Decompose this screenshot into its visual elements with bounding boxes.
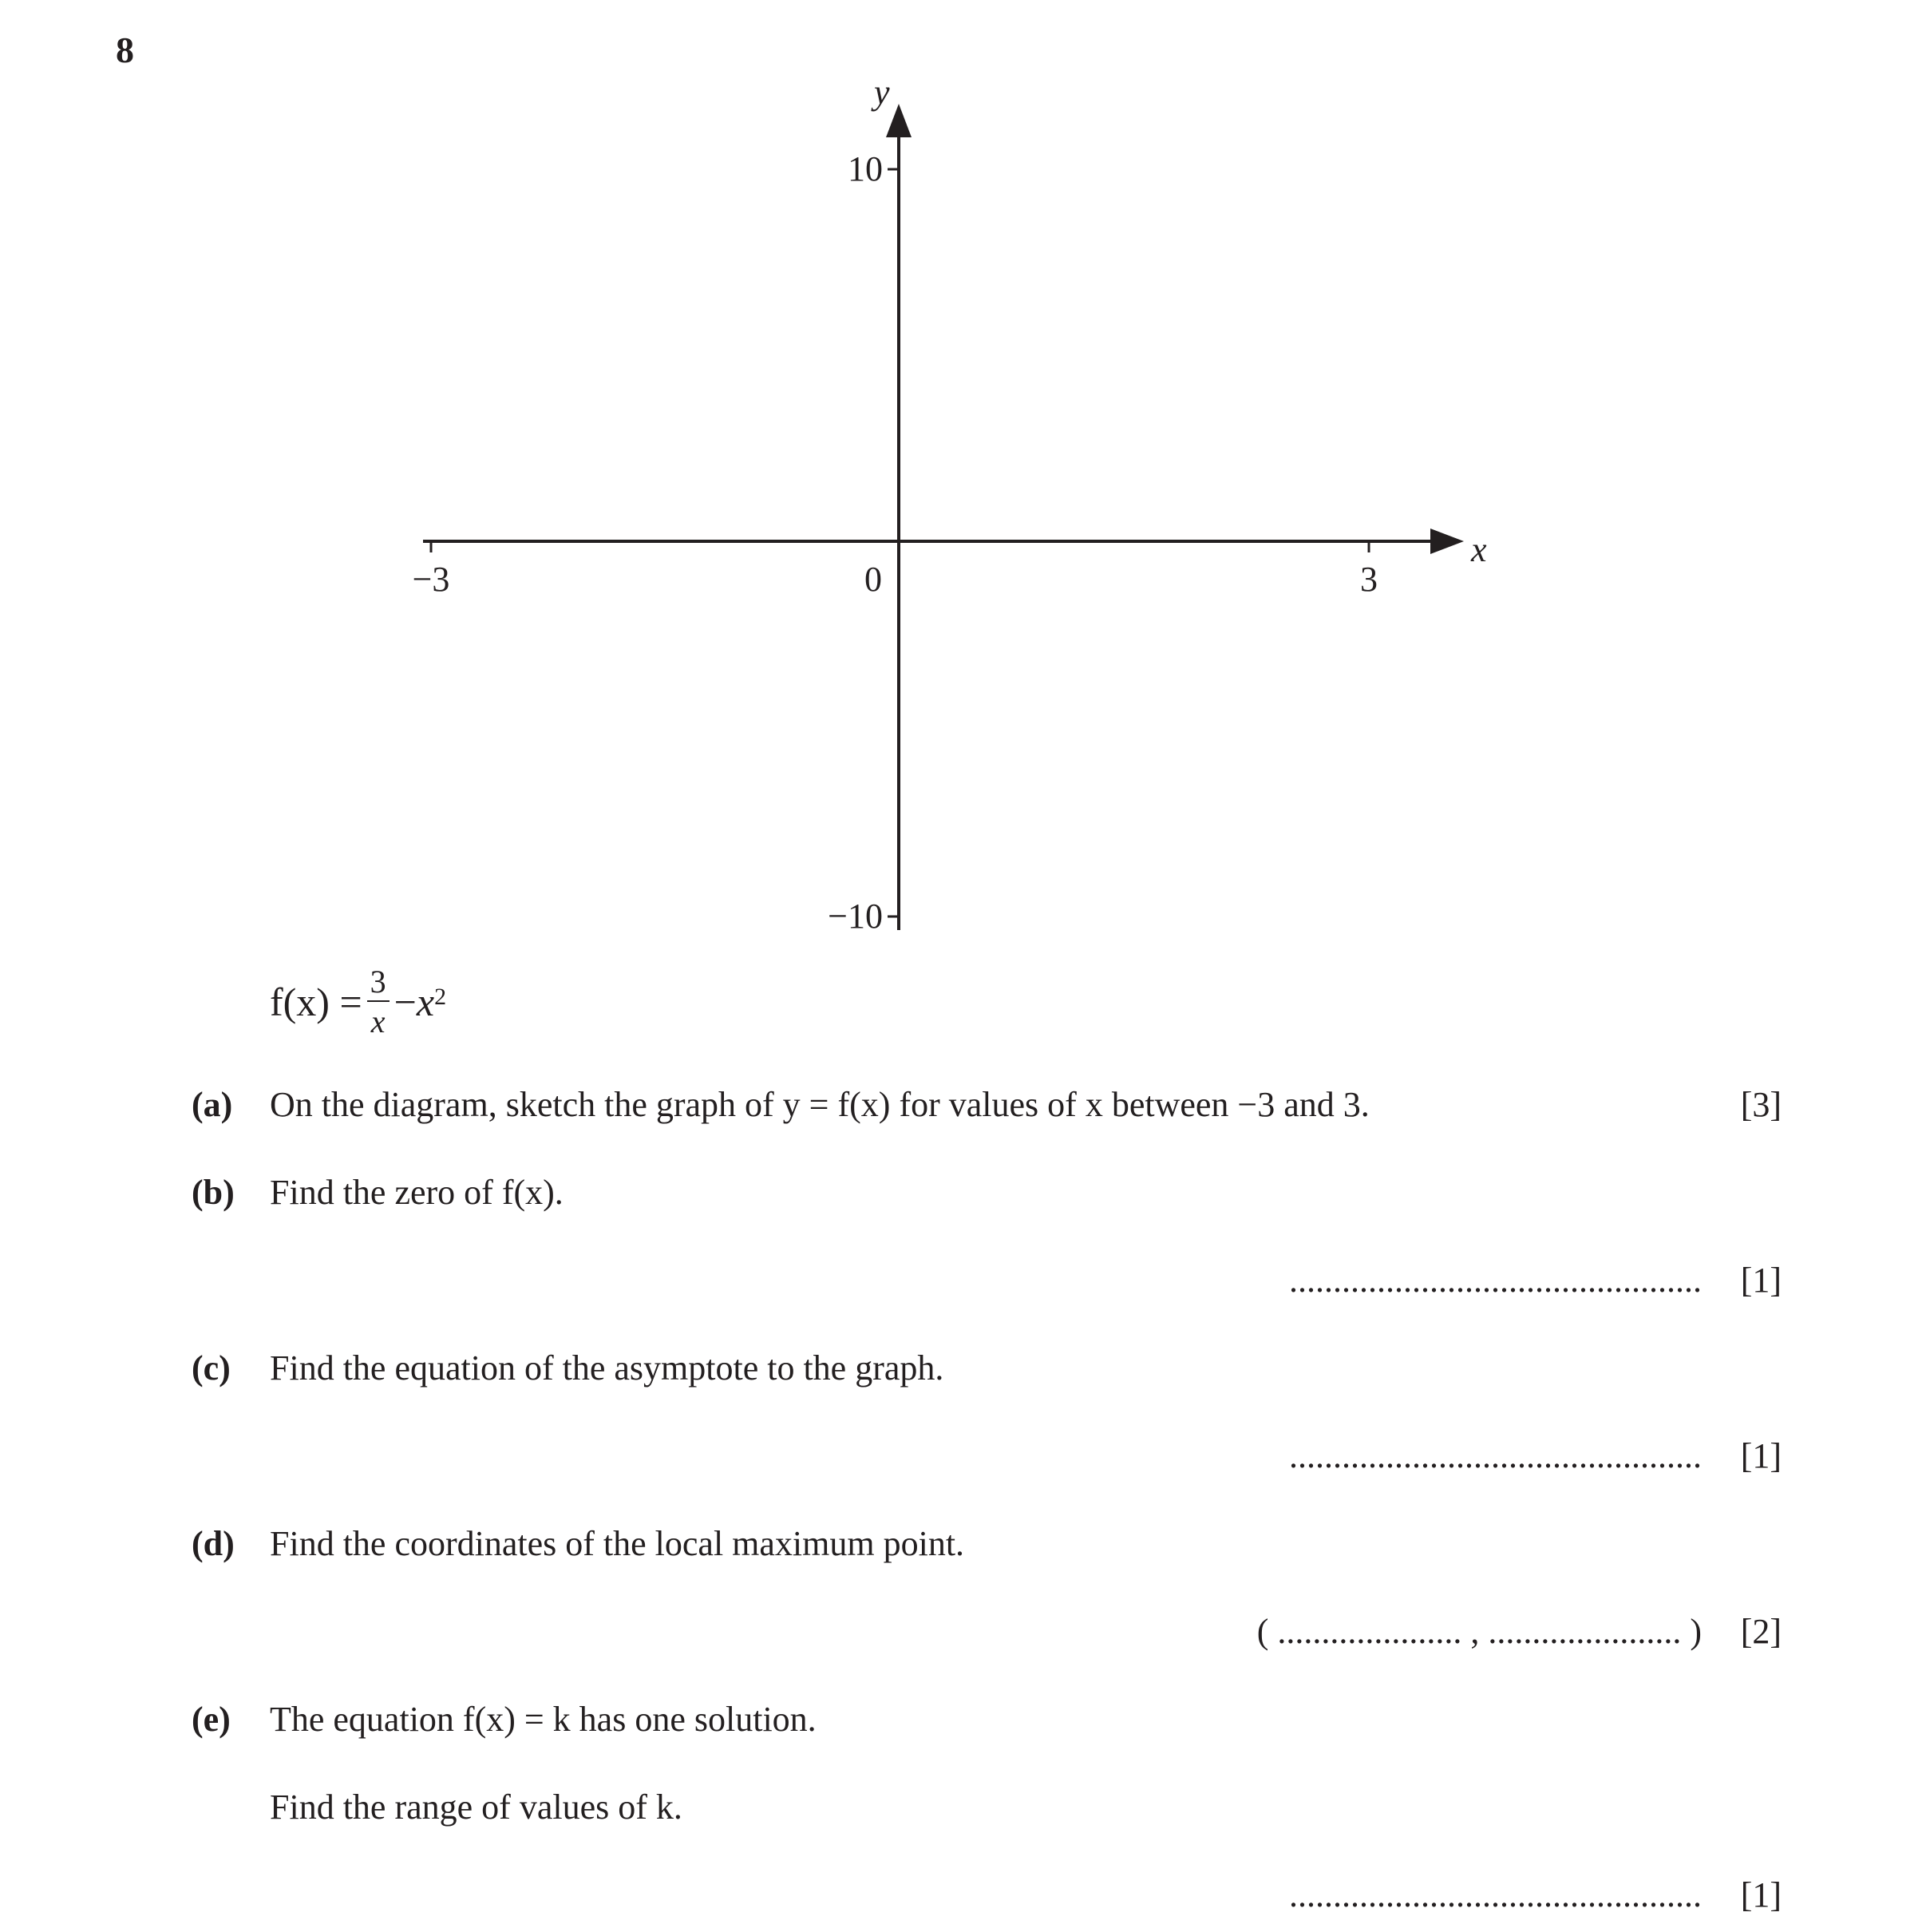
part-c-label: (c): [192, 1348, 231, 1388]
part-e-label: (e): [192, 1700, 231, 1739]
part-a-label: (a): [192, 1085, 233, 1124]
fraction-denominator: x: [370, 1004, 386, 1039]
question-number: 8: [116, 30, 134, 70]
fraction-numerator: 3: [367, 966, 390, 1002]
function-minus: −: [394, 980, 417, 1024]
fraction: [367, 966, 390, 1038]
function-exponent: 2: [434, 984, 447, 1010]
part-d-mark: [2]: [1740, 1612, 1782, 1651]
axes-diagram: [0, 0, 1930, 958]
y-top-tick-label: 10: [848, 149, 883, 188]
y-axis-label: y: [874, 73, 890, 112]
x-axis-label: x: [1471, 530, 1487, 569]
part-d-answer-line[interactable]: ( ..................... , ...................... ): [1256, 1612, 1702, 1651]
part-d-text: Find the coordinates of the local maximum point.: [270, 1524, 965, 1563]
part-e-text: The equation f(x) = k has one solution.: [270, 1700, 817, 1739]
part-b-label: (b): [192, 1173, 235, 1212]
origin-label: 0: [864, 560, 882, 599]
part-e-answer-line[interactable]: ...............................................: [1289, 1875, 1702, 1914]
function-var: x: [416, 980, 435, 1024]
y-bottom-tick-label: −10: [828, 897, 883, 936]
part-e-text-2: Find the range of values of k.: [270, 1787, 682, 1827]
part-e-mark: [1]: [1740, 1875, 1782, 1914]
x-left-tick-label: −3: [412, 560, 450, 599]
part-c-answer-line[interactable]: ...............................................: [1289, 1436, 1702, 1475]
y-axis-arrow: [886, 104, 912, 137]
part-a-text: On the diagram, sketch the graph of y = f(x) for values of x between −3 and 3.: [270, 1085, 1370, 1124]
function-lhs: f(x) =: [270, 980, 362, 1024]
part-c-mark: [1]: [1740, 1436, 1782, 1475]
part-a-mark: [3]: [1740, 1085, 1782, 1124]
function-definition: [270, 966, 446, 1038]
part-b-mark: [1]: [1740, 1261, 1782, 1300]
part-b-answer-line[interactable]: ...............................................: [1289, 1261, 1702, 1300]
x-axis-arrow: [1430, 529, 1464, 554]
part-c-text: Find the equation of the asymptote to the graph.: [270, 1348, 944, 1388]
part-b-text: Find the zero of f(x).: [270, 1173, 564, 1212]
x-right-tick-label: 3: [1360, 560, 1378, 599]
part-d-label: (d): [192, 1524, 235, 1563]
